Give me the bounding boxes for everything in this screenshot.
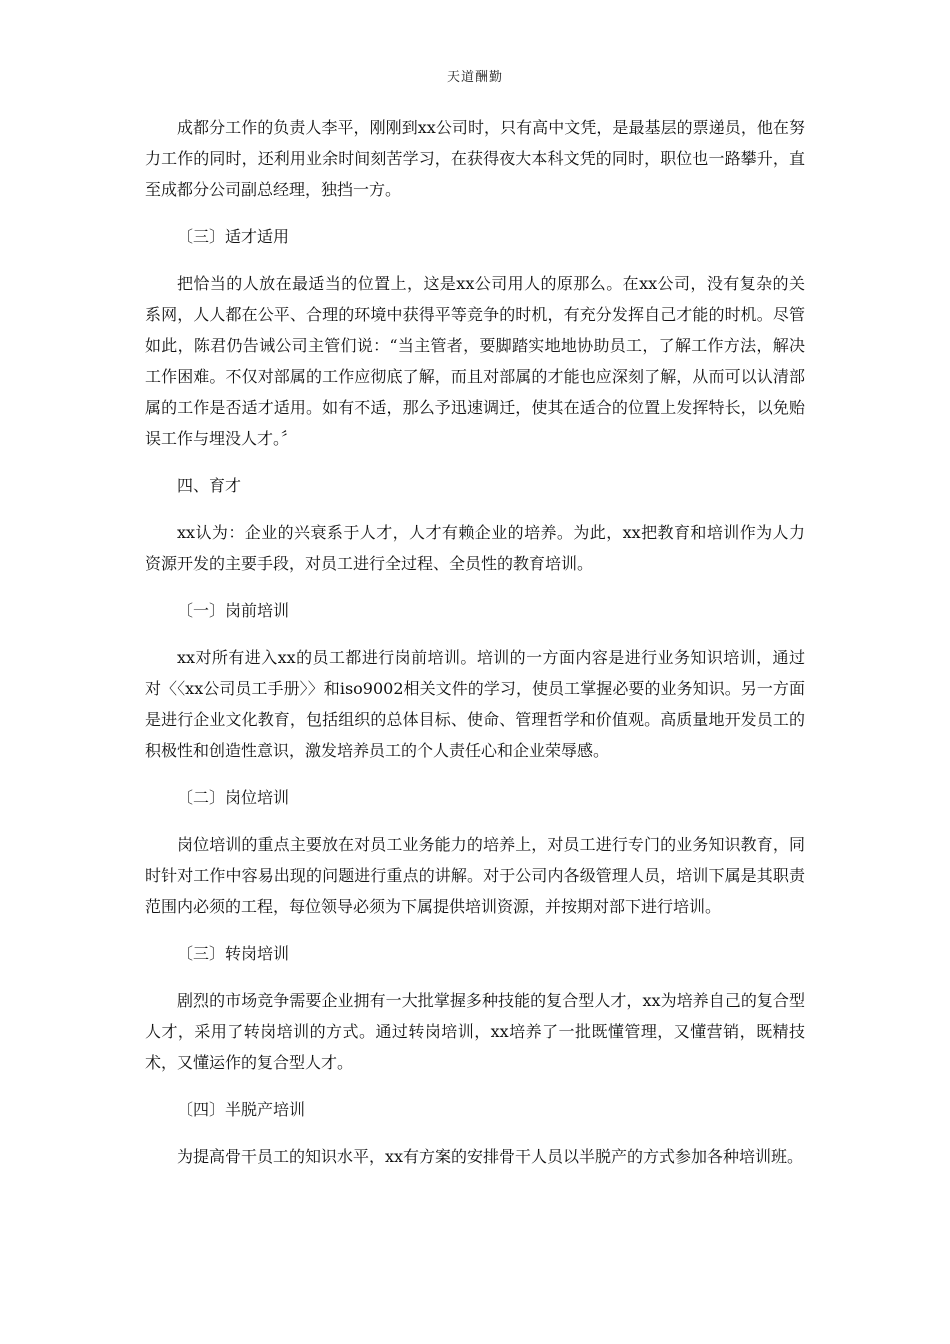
paragraph-li-ping: 成都分工作的负责人李平，刚刚到xx公司时，只有高中文凭，是最基层的票递员，他在努力工作的同时，还利用业余时间刻苦学习，在获得夜大本科文凭的同时，职位也一路攀升，直至成都分公司副总经理，独挡一方。 <box>145 118 805 199</box>
heading-pre-job-training: 〔一〕岗前培训 <box>177 601 290 620</box>
paragraph-on-job-training: 岗位培训的重点主要放在对员工业务能力的培养上，对员工进行专门的业务知识教育，同时针对工作中容易出现的问题进行重点的讲解。对于公司内各级管理人员，培训下属是其职责范围内必须的工程，每位领导必须为下属提供培训资源，并按期对部下进行培训。 <box>145 835 805 916</box>
document-body <box>145 112 805 1188</box>
page-header: 天道酬勤 <box>446 70 503 85</box>
heading-job-transfer-training: 〔三〕转岗培训 <box>177 944 290 963</box>
paragraph-pre-job-training: xx对所有进入xx的员工都进行岗前培训。培训的一方面内容是进行业务知识培训，通过对〈〈xx公司员工手册〉〉和iso9002相关文件的学习，使员工掌握必要的业务知识。另一方面是进行企业文化教育，包括组织的总体目标、使命、管理哲学和价值观。高质量地开发员工的积极性和创造性意识，激发培养员工的个人责任心和企业荣辱感。 <box>145 648 805 760</box>
heading-on-job-training: 〔二〕岗位培训 <box>177 788 290 807</box>
paragraph-part-time-training: 为提高骨干员工的知识水平，xx有方案的安排骨干人员以半脱产的方式参加各种培训班。 <box>177 1147 804 1166</box>
paragraph-job-transfer-training: 剧烈的市场竞争需要企业拥有一大批掌握多种技能的复合型人才，xx为培养自己的复合型人才，采用了转岗培训的方式。通过转岗培训，xx培养了一批既懂管理，又懂营销，既精技术，又懂运作的复合型人才。 <box>145 991 805 1072</box>
heading-right-person-right-job: 〔三〕适才适用 <box>177 227 290 246</box>
heading-talent-cultivation: 四、育才 <box>177 476 242 495</box>
paragraph-training-philosophy: xx认为：企业的兴衰系于人才，人才有赖企业的培养。为此，xx把教育和培训作为人力资源开发的主要手段，对员工进行全过程、全员性的教育培训。 <box>145 523 805 573</box>
heading-part-time-training: 〔四〕半脱产培训 <box>177 1100 306 1119</box>
paragraph-placement-principle: 把恰当的人放在最适当的位置上，这是xx公司用人的原那么。在xx公司，没有复杂的关系网，人人都在公平、合理的环境中获得平等竞争的时机，有充分发挥自己才能的时机。尽管如此，陈君仍告诫公司主管们说：“当主管者，要脚踏实地地协助员工，了解工作方法，解决工作困难。不仅对部属的工作应彻底了解，而且对部属的才能也应深刻了解，从而可以认清部属的工作是否适才适用。如有不适，那么予迅速调迁，使其在适合的位置上发挥特长，以免贻误工作与埋没人才。〞 <box>145 274 805 448</box>
